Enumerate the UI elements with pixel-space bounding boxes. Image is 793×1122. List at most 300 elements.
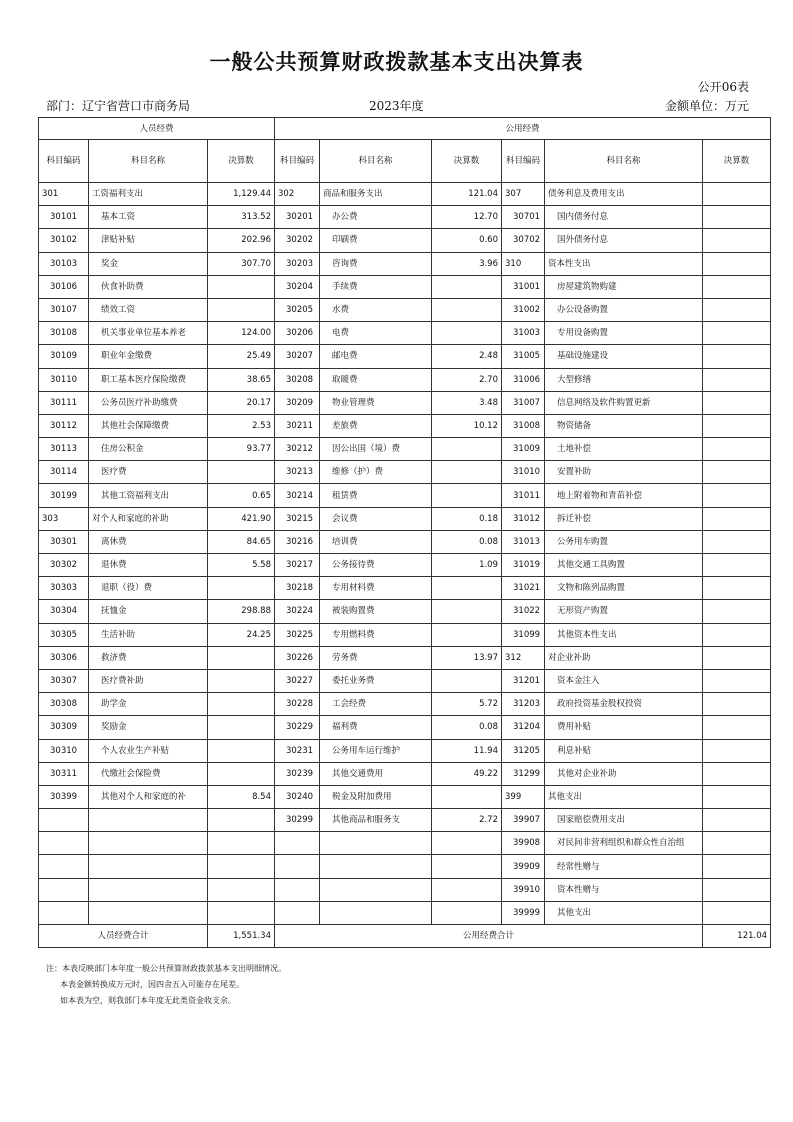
goods-amount-cell — [432, 600, 502, 623]
capital-code-cell: 31205 — [502, 739, 545, 762]
capital-amount-cell — [703, 600, 771, 623]
goods-code-cell: 30208 — [275, 368, 320, 391]
personnel-amount-cell: 298.88 — [208, 600, 275, 623]
capital-name-cell: 资本性支出 — [545, 252, 703, 275]
goods-name-cell: 取暖费 — [320, 368, 432, 391]
goods-amount-cell: 3.96 — [432, 252, 502, 275]
goods-name-cell: 水费 — [320, 298, 432, 321]
table-row — [39, 298, 771, 321]
personnel-amount-cell — [208, 693, 275, 716]
goods-amount-cell — [432, 878, 502, 901]
personnel-code-cell: 30399 — [39, 785, 89, 808]
department-label: 部门：辽宁省营口市商务局 — [46, 99, 191, 113]
personnel-amount-cell — [208, 716, 275, 739]
capital-name-cell: 专用设备购置 — [545, 322, 703, 345]
goods-name-cell: 其他交通费用 — [320, 762, 432, 785]
personnel-name-cell: 救济费 — [89, 646, 208, 669]
capital-name-cell: 其他资本性支出 — [545, 623, 703, 646]
note-line: 本表金额转换成万元时，因四舍五入可能存在尾差。 — [60, 980, 244, 989]
goods-amount-cell — [432, 298, 502, 321]
personnel-code-cell: 303 — [39, 507, 89, 530]
capital-code-cell: 31099 — [502, 623, 545, 646]
capital-amount-cell — [703, 414, 771, 437]
goods-name-cell: 手续费 — [320, 275, 432, 298]
personnel-name-cell — [89, 855, 208, 878]
goods-code-cell: 30214 — [275, 484, 320, 507]
capital-name-cell: 拆迁补偿 — [545, 507, 703, 530]
capital-name-cell: 其他对企业补助 — [545, 762, 703, 785]
goods-amount-cell: 0.60 — [432, 229, 502, 252]
personnel-amount-cell: 2.53 — [208, 414, 275, 437]
personnel-code-cell: 30109 — [39, 345, 89, 368]
personnel-amount-cell: 202.96 — [208, 229, 275, 252]
goods-code-cell — [275, 855, 320, 878]
goods-code-cell: 30213 — [275, 461, 320, 484]
capital-name-cell: 资本金注入 — [545, 669, 703, 692]
capital-amount-cell — [703, 345, 771, 368]
goods-amount-cell — [432, 461, 502, 484]
table-row — [39, 577, 771, 600]
capital-name-cell: 土地补偿 — [545, 438, 703, 461]
personnel-code-cell — [39, 809, 89, 832]
capital-amount-cell — [703, 646, 771, 669]
goods-amount-cell: 11.94 — [432, 739, 502, 762]
goods-amount-cell: 1.09 — [432, 554, 502, 577]
goods-name-cell — [320, 878, 432, 901]
personnel-amount-cell: 8.54 — [208, 785, 275, 808]
goods-code-cell: 30231 — [275, 739, 320, 762]
personnel-amount-cell — [208, 855, 275, 878]
header-personnel-name: 科目名称 — [89, 140, 208, 183]
personnel-code-cell — [39, 832, 89, 855]
capital-code-cell: 31022 — [502, 600, 545, 623]
capital-amount-cell — [703, 530, 771, 553]
personnel-name-cell: 职业年金缴费 — [89, 345, 208, 368]
capital-amount-cell — [703, 669, 771, 692]
goods-code-cell: 30229 — [275, 716, 320, 739]
goods-code-cell — [275, 878, 320, 901]
capital-name-cell: 债务利息及费用支出 — [545, 183, 703, 206]
header-personnel-amount: 决算数 — [208, 140, 275, 183]
personnel-name-cell — [89, 901, 208, 924]
note-line: 注：本表反映部门本年度一般公共预算财政拨款基本支出明细情况。 — [46, 964, 286, 973]
personnel-code-cell: 30303 — [39, 577, 89, 600]
goods-name-cell: 其他商品和服务支 — [320, 809, 432, 832]
personnel-code-cell — [39, 855, 89, 878]
capital-code-cell: 30702 — [502, 229, 545, 252]
table-row — [39, 206, 771, 229]
personnel-total-label: 人员经费合计 — [39, 925, 208, 948]
header-capital-code: 科目编码 — [502, 140, 545, 183]
capital-code-cell: 31201 — [502, 669, 545, 692]
capital-code-cell: 312 — [502, 646, 545, 669]
personnel-name-cell — [89, 809, 208, 832]
personnel-amount-cell: 93.77 — [208, 438, 275, 461]
personnel-name-cell: 退职（役）费 — [89, 577, 208, 600]
table-row — [39, 855, 771, 878]
personnel-amount-cell: 124.00 — [208, 322, 275, 345]
capital-name-cell: 国家赔偿费用支出 — [545, 809, 703, 832]
table-row — [39, 183, 771, 206]
personnel-amount-cell — [208, 762, 275, 785]
personnel-name-cell: 机关事业单位基本养老 — [89, 322, 208, 345]
header-capital-name: 科目名称 — [545, 140, 703, 183]
personnel-code-cell: 30107 — [39, 298, 89, 321]
goods-code-cell: 30202 — [275, 229, 320, 252]
personnel-name-cell: 其他社会保障缴费 — [89, 414, 208, 437]
goods-name-cell: 物业管理费 — [320, 391, 432, 414]
goods-code-cell: 30205 — [275, 298, 320, 321]
capital-amount-cell — [703, 878, 771, 901]
capital-code-cell: 399 — [502, 785, 545, 808]
capital-name-cell: 文物和陈列品购置 — [545, 577, 703, 600]
personnel-name-cell: 基本工资 — [89, 206, 208, 229]
capital-code-cell: 31005 — [502, 345, 545, 368]
personnel-total-value: 1,551.34 — [208, 925, 275, 948]
capital-code-cell: 31204 — [502, 716, 545, 739]
goods-code-cell: 30203 — [275, 252, 320, 275]
personnel-amount-cell — [208, 275, 275, 298]
capital-amount-cell — [703, 322, 771, 345]
personnel-amount-cell: 25.49 — [208, 345, 275, 368]
capital-name-cell: 无形资产购置 — [545, 600, 703, 623]
goods-name-cell: 办公费 — [320, 206, 432, 229]
header-goods-amount: 决算数 — [432, 140, 502, 183]
capital-amount-cell — [703, 623, 771, 646]
personnel-amount-cell — [208, 901, 275, 924]
goods-name-cell: 委托业务费 — [320, 669, 432, 692]
capital-code-cell: 31013 — [502, 530, 545, 553]
personnel-amount-cell — [208, 832, 275, 855]
goods-amount-cell — [432, 623, 502, 646]
personnel-code-cell: 30309 — [39, 716, 89, 739]
capital-name-cell: 资本性赠与 — [545, 878, 703, 901]
capital-name-cell: 安置补助 — [545, 461, 703, 484]
personnel-amount-cell: 0.65 — [208, 484, 275, 507]
goods-amount-cell — [432, 484, 502, 507]
table-row — [39, 507, 771, 530]
personnel-name-cell: 其他对个人和家庭的补 — [89, 785, 208, 808]
capital-name-cell: 利息补贴 — [545, 739, 703, 762]
goods-name-cell: 福利费 — [320, 716, 432, 739]
capital-code-cell: 31008 — [502, 414, 545, 437]
goods-code-cell: 30240 — [275, 785, 320, 808]
goods-code-cell: 30207 — [275, 345, 320, 368]
goods-name-cell: 税金及附加费用 — [320, 785, 432, 808]
goods-name-cell: 专用燃料费 — [320, 623, 432, 646]
capital-name-cell: 基础设施建设 — [545, 345, 703, 368]
personnel-amount-cell — [208, 878, 275, 901]
goods-amount-cell — [432, 577, 502, 600]
capital-name-cell: 其他支出 — [545, 901, 703, 924]
capital-amount-cell — [703, 832, 771, 855]
personnel-name-cell — [89, 878, 208, 901]
personnel-name-cell: 奖励金 — [89, 716, 208, 739]
personnel-name-cell: 对个人和家庭的补助 — [89, 507, 208, 530]
personnel-amount-cell: 313.52 — [208, 206, 275, 229]
capital-code-cell: 31011 — [502, 484, 545, 507]
personnel-code-cell: 30308 — [39, 693, 89, 716]
personnel-name-cell: 抚恤金 — [89, 600, 208, 623]
personnel-code-cell: 30310 — [39, 739, 89, 762]
goods-amount-cell — [432, 322, 502, 345]
goods-code-cell: 30211 — [275, 414, 320, 437]
public-total-label: 公用经费合计 — [275, 925, 703, 948]
goods-name-cell — [320, 855, 432, 878]
personnel-amount-cell: 5.58 — [208, 554, 275, 577]
capital-code-cell: 31019 — [502, 554, 545, 577]
goods-amount-cell: 5.72 — [432, 693, 502, 716]
capital-amount-cell — [703, 693, 771, 716]
goods-name-cell: 工会经费 — [320, 693, 432, 716]
personnel-code-cell: 30103 — [39, 252, 89, 275]
capital-code-cell: 31009 — [502, 438, 545, 461]
table-row — [39, 229, 771, 252]
table-row — [39, 461, 771, 484]
personnel-name-cell: 奖金 — [89, 252, 208, 275]
capital-code-cell: 310 — [502, 252, 545, 275]
capital-amount-cell — [703, 507, 771, 530]
goods-amount-cell — [432, 901, 502, 924]
header-capital-amount: 决算数 — [703, 140, 771, 183]
personnel-code-cell: 30199 — [39, 484, 89, 507]
header-goods-name: 科目名称 — [320, 140, 432, 183]
table-row — [39, 484, 771, 507]
goods-amount-cell: 10.12 — [432, 414, 502, 437]
goods-code-cell: 30209 — [275, 391, 320, 414]
personnel-amount-cell: 307.70 — [208, 252, 275, 275]
capital-name-cell: 办公设备购置 — [545, 298, 703, 321]
personnel-code-cell: 301 — [39, 183, 89, 206]
year-label: 2023年度 — [369, 99, 424, 113]
capital-amount-cell — [703, 391, 771, 414]
capital-amount-cell — [703, 554, 771, 577]
personnel-amount-cell: 38.65 — [208, 368, 275, 391]
expenditure-table — [38, 117, 771, 948]
table-row — [39, 368, 771, 391]
goods-name-cell: 邮电费 — [320, 345, 432, 368]
goods-name-cell: 商品和服务支出 — [320, 183, 432, 206]
personnel-code-cell: 30114 — [39, 461, 89, 484]
goods-amount-cell — [432, 785, 502, 808]
goods-code-cell: 30216 — [275, 530, 320, 553]
personnel-code-cell: 30302 — [39, 554, 89, 577]
capital-name-cell: 其他支出 — [545, 785, 703, 808]
personnel-name-cell: 津贴补贴 — [89, 229, 208, 252]
table-row — [39, 878, 771, 901]
page-title: 一般公共预算财政拨款基本支出决算表 — [209, 49, 584, 74]
capital-amount-cell — [703, 461, 771, 484]
personnel-code-cell: 30113 — [39, 438, 89, 461]
meta-line — [46, 97, 749, 113]
table-row — [39, 345, 771, 368]
goods-amount-cell: 0.08 — [432, 716, 502, 739]
table-row — [39, 414, 771, 437]
personnel-code-cell: 30101 — [39, 206, 89, 229]
capital-code-cell: 31006 — [502, 368, 545, 391]
capital-amount-cell — [703, 206, 771, 229]
goods-code-cell: 30217 — [275, 554, 320, 577]
goods-amount-cell: 3.48 — [432, 391, 502, 414]
capital-code-cell: 39999 — [502, 901, 545, 924]
capital-amount-cell — [703, 229, 771, 252]
unit-label: 金额单位：万元 — [664, 99, 749, 113]
personnel-name-cell — [89, 832, 208, 855]
totals-row — [39, 925, 771, 948]
capital-amount-cell — [703, 577, 771, 600]
goods-amount-cell: 13.97 — [432, 646, 502, 669]
table-row — [39, 438, 771, 461]
table-row — [39, 785, 771, 808]
goods-amount-cell: 12.70 — [432, 206, 502, 229]
personnel-name-cell: 医疗费补助 — [89, 669, 208, 692]
group-public: 公用经费 — [275, 118, 771, 140]
personnel-amount-cell — [208, 739, 275, 762]
goods-name-cell: 公务接待费 — [320, 554, 432, 577]
capital-name-cell: 公务用车购置 — [545, 530, 703, 553]
group-personnel: 人员经费 — [39, 118, 275, 140]
capital-amount-cell — [703, 368, 771, 391]
personnel-amount-cell — [208, 298, 275, 321]
personnel-code-cell: 30304 — [39, 600, 89, 623]
table-row — [39, 809, 771, 832]
personnel-code-cell: 30311 — [39, 762, 89, 785]
personnel-amount-cell — [208, 669, 275, 692]
goods-amount-cell — [432, 832, 502, 855]
capital-name-cell: 大型修缮 — [545, 368, 703, 391]
goods-name-cell: 劳务费 — [320, 646, 432, 669]
capital-amount-cell — [703, 739, 771, 762]
personnel-name-cell: 工资福利支出 — [89, 183, 208, 206]
goods-code-cell: 302 — [275, 183, 320, 206]
goods-amount-cell: 2.72 — [432, 809, 502, 832]
personnel-amount-cell — [208, 577, 275, 600]
capital-amount-cell — [703, 183, 771, 206]
capital-code-cell: 31007 — [502, 391, 545, 414]
goods-amount-cell — [432, 275, 502, 298]
personnel-name-cell: 其他工资福利支出 — [89, 484, 208, 507]
goods-name-cell: 培训费 — [320, 530, 432, 553]
goods-code-cell: 30299 — [275, 809, 320, 832]
header-goods-code: 科目编码 — [275, 140, 320, 183]
capital-name-cell: 经常性赠与 — [545, 855, 703, 878]
capital-amount-cell — [703, 252, 771, 275]
goods-code-cell: 30225 — [275, 623, 320, 646]
capital-code-cell: 31001 — [502, 275, 545, 298]
goods-amount-cell — [432, 438, 502, 461]
goods-name-cell: 专用材料费 — [320, 577, 432, 600]
goods-amount-cell: 121.04 — [432, 183, 502, 206]
capital-name-cell: 政府投资基金股权投资 — [545, 693, 703, 716]
goods-amount-cell: 49.22 — [432, 762, 502, 785]
personnel-amount-cell — [208, 809, 275, 832]
personnel-code-cell: 30306 — [39, 646, 89, 669]
personnel-code-cell: 30305 — [39, 623, 89, 646]
personnel-code-cell: 30110 — [39, 368, 89, 391]
goods-name-cell: 印刷费 — [320, 229, 432, 252]
capital-amount-cell — [703, 298, 771, 321]
notes-block — [46, 961, 286, 1009]
goods-name-cell: 因公出国（境）费 — [320, 438, 432, 461]
table-row — [39, 901, 771, 924]
goods-code-cell: 30239 — [275, 762, 320, 785]
personnel-code-cell — [39, 901, 89, 924]
goods-name-cell: 电费 — [320, 322, 432, 345]
goods-name-cell: 维修（护）费 — [320, 461, 432, 484]
goods-code-cell — [275, 901, 320, 924]
table-row — [39, 669, 771, 692]
goods-code-cell: 30206 — [275, 322, 320, 345]
capital-code-cell: 31012 — [502, 507, 545, 530]
personnel-amount-cell — [208, 461, 275, 484]
personnel-name-cell: 个人农业生产补贴 — [89, 739, 208, 762]
capital-name-cell: 信息网络及软件购置更新 — [545, 391, 703, 414]
personnel-name-cell: 助学金 — [89, 693, 208, 716]
capital-amount-cell — [703, 901, 771, 924]
goods-amount-cell — [432, 669, 502, 692]
capital-name-cell: 国内债务付息 — [545, 206, 703, 229]
table-row — [39, 716, 771, 739]
goods-code-cell: 30201 — [275, 206, 320, 229]
goods-code-cell: 30215 — [275, 507, 320, 530]
capital-name-cell: 国外债务付息 — [545, 229, 703, 252]
goods-name-cell: 被装购置费 — [320, 600, 432, 623]
goods-name-cell: 租赁费 — [320, 484, 432, 507]
personnel-code-cell: 30102 — [39, 229, 89, 252]
goods-code-cell: 30212 — [275, 438, 320, 461]
capital-amount-cell — [703, 438, 771, 461]
capital-name-cell: 对企业补助 — [545, 646, 703, 669]
goods-code-cell — [275, 832, 320, 855]
capital-amount-cell — [703, 275, 771, 298]
public-total-value: 121.04 — [703, 925, 771, 948]
goods-code-cell: 30227 — [275, 669, 320, 692]
table-row — [39, 832, 771, 855]
goods-code-cell: 30224 — [275, 600, 320, 623]
personnel-name-cell: 公务员医疗补助缴费 — [89, 391, 208, 414]
capital-code-cell: 39907 — [502, 809, 545, 832]
table-row — [39, 739, 771, 762]
table-row — [39, 693, 771, 716]
capital-code-cell: 39910 — [502, 878, 545, 901]
personnel-amount-cell: 1,129.44 — [208, 183, 275, 206]
table-row — [39, 554, 771, 577]
capital-code-cell: 31003 — [502, 322, 545, 345]
table-row — [39, 322, 771, 345]
table-row — [39, 530, 771, 553]
personnel-code-cell: 30108 — [39, 322, 89, 345]
personnel-amount-cell: 24.25 — [208, 623, 275, 646]
goods-name-cell: 公务用车运行维护 — [320, 739, 432, 762]
personnel-name-cell: 职工基本医疗保险缴费 — [89, 368, 208, 391]
goods-code-cell: 30228 — [275, 693, 320, 716]
table-row — [39, 623, 771, 646]
capital-amount-cell — [703, 762, 771, 785]
table-row — [39, 391, 771, 414]
goods-name-cell — [320, 832, 432, 855]
personnel-code-cell: 30301 — [39, 530, 89, 553]
personnel-name-cell: 离休费 — [89, 530, 208, 553]
goods-code-cell: 30204 — [275, 275, 320, 298]
capital-amount-cell — [703, 716, 771, 739]
personnel-name-cell: 退休费 — [89, 554, 208, 577]
capital-name-cell: 其他交通工具购置 — [545, 554, 703, 577]
capital-code-cell: 39908 — [502, 832, 545, 855]
capital-amount-cell — [703, 809, 771, 832]
table-row — [39, 762, 771, 785]
personnel-name-cell: 医疗费 — [89, 461, 208, 484]
note-line: 如本表为空，则我部门本年度无此类资金收支余。 — [60, 996, 236, 1005]
